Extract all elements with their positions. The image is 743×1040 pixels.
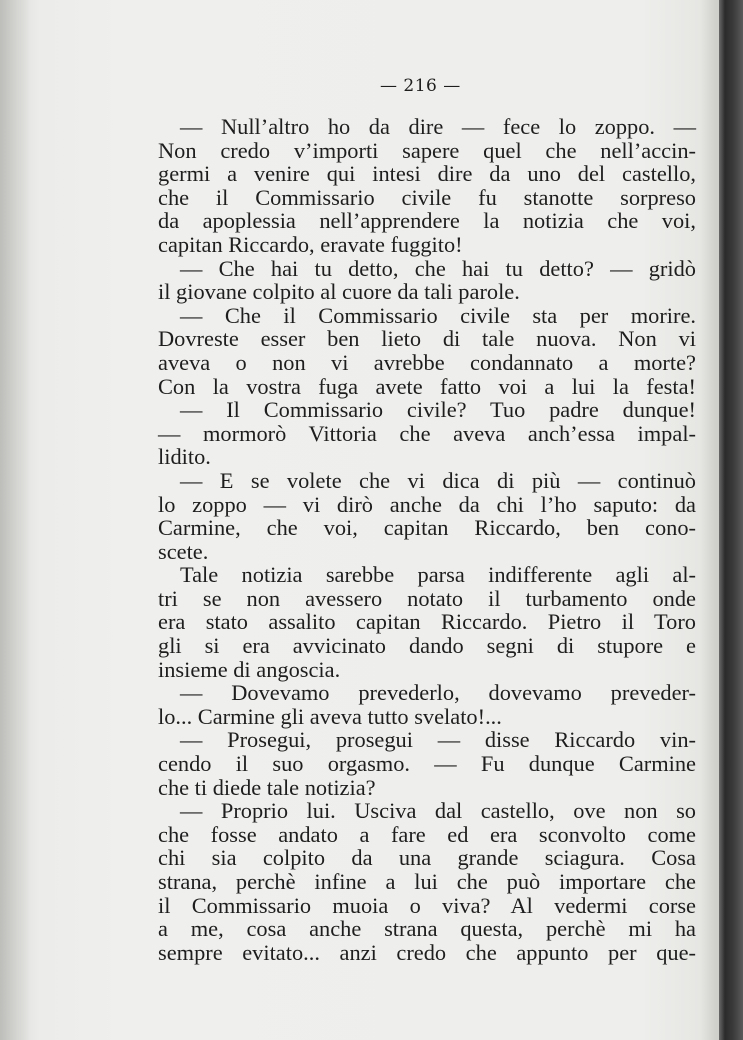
text-line: Non credo v’importi sapere quel che nell’accin- — [158, 137, 696, 163]
text-line: Carmine, che voi, capitan Riccardo, ben cono- — [158, 515, 696, 541]
text-line: lo zoppo — vi dirò anche da chi l’ho saputo: da — [158, 491, 696, 517]
text-line: era stato assalito capitan Riccardo. Pietro il Toro — [158, 609, 696, 635]
text-line: — E se volete che vi dica di più — continuò — [180, 467, 696, 493]
text-line: chi sia colpito da una grande sciagura. Cosa — [158, 845, 696, 871]
text-line: gli si era avvicinato dando segni di stupore e — [158, 633, 696, 659]
text-line: che fosse andato a fare ed era sconvolto come — [158, 821, 696, 847]
text-line: — Proprio lui. Usciva dal castello, ove non so — [180, 798, 696, 824]
text-line: il giovane colpito al cuore da tali parole. — [158, 279, 520, 305]
text-line: germi a venire qui intesi dire da uno del castello, — [158, 161, 696, 187]
page-number: — 216 — — [380, 76, 461, 96]
text-line: che il Commissario civile fu stanotte sorpreso — [158, 184, 696, 210]
text-line: strana, perchè infine a lui che può importare che — [158, 869, 696, 894]
text-line: che ti diede tale notizia? — [158, 774, 376, 800]
text-line: il Commissario muoia o viva? Al vedermi corse — [158, 892, 696, 918]
text-line: lidito. — [158, 444, 211, 470]
left-page-edge — [0, 0, 30, 1040]
text-line: — Prosegui, prosegui — disse Riccardo vin- — [180, 727, 696, 753]
text-line: aveva o non vi avrebbe condannato a morte? — [158, 349, 696, 375]
page-body-text — [158, 115, 696, 964]
text-line: Con la vostra fuga avete fatto voi a lui la festa! — [158, 373, 696, 399]
text-line: a me, cosa anche strana questa, perchè mi ha — [158, 916, 696, 942]
text-line: — Dovevamo prevederlo, dovevamo preveder- — [180, 680, 696, 706]
text-line: Tale notizia sarebbe parsa indifferente agli al- — [180, 562, 696, 588]
text-line: — Null’altro ho da dire — fece lo zoppo. — — [180, 114, 696, 139]
text-line: — Che il Commissario civile sta per morire. — [180, 302, 696, 328]
text-line: da apoplessia nell’apprendere la notizia che voi, — [158, 208, 696, 234]
text-line: lo... Carmine gli aveva tutto svelato!... — [158, 703, 502, 729]
book-spine-edge — [719, 0, 743, 1040]
text-line: — Il Commissario civile? Tuo padre dunque! — [180, 397, 696, 423]
text-line: Dovreste esser ben lieto di tale nuova. Non vi — [158, 326, 696, 352]
text-line: sempre evitato... anzi credo che appunto per que- — [158, 939, 696, 965]
text-line: scete. — [158, 538, 209, 564]
text-line: cendo il suo orgasmo. — Fu dunque Carmine — [158, 751, 696, 777]
text-line: tri se non avessero notato il turbamento onde — [158, 585, 696, 611]
text-line: — Che hai tu detto, che hai tu detto? — gridò — [180, 255, 696, 281]
text-line: insieme di angoscia. — [158, 656, 341, 682]
text-line: capitan Riccardo, eravate fuggito! — [158, 231, 463, 257]
text-line: — mormorò Vittoria che aveva anch’essa impal- — [158, 420, 696, 446]
